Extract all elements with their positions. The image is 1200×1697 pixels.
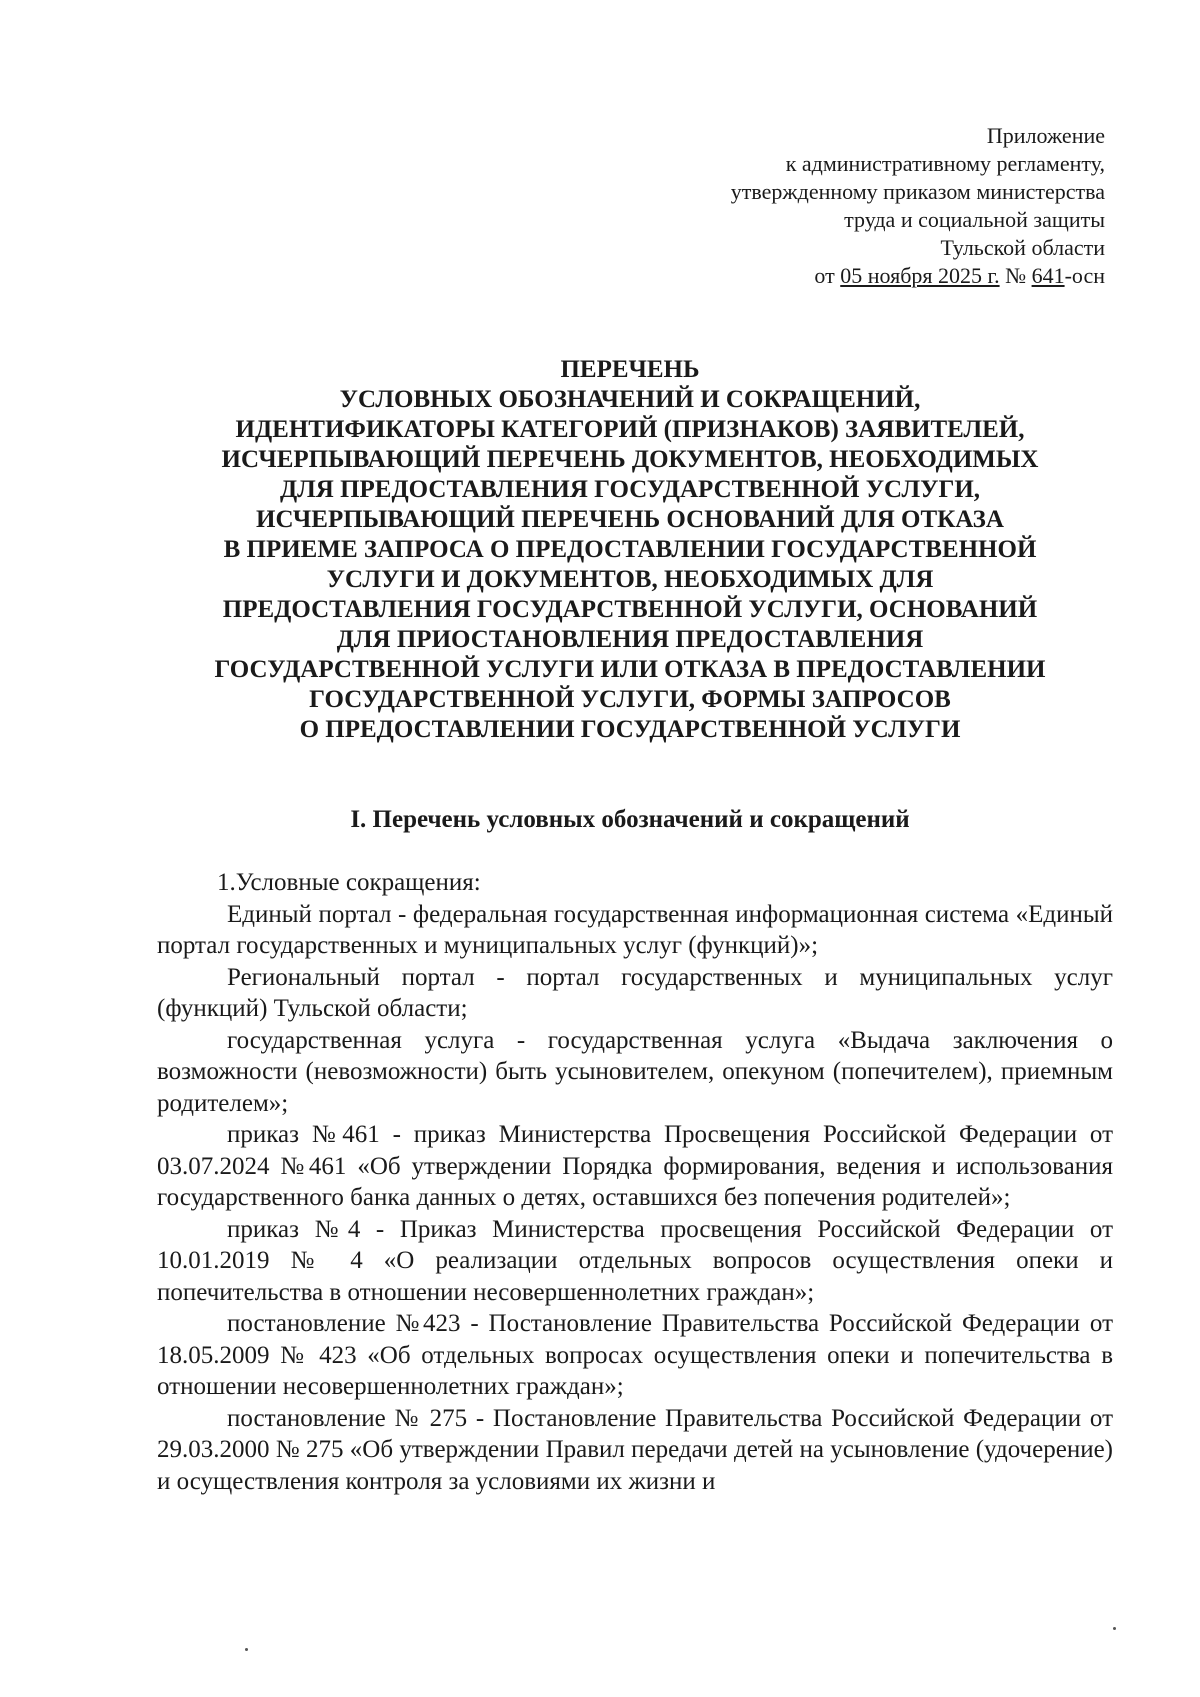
section-heading: I. Перечень условных обозначений и сокращений [350, 806, 910, 833]
appendix-date-line [505, 262, 1105, 290]
title-line: ИСЧЕРПЫВАЮЩИЙ ПЕРЕЧЕНЬ ОСНОВАНИЙ ДЛЯ ОТКАЗА [256, 506, 1004, 533]
appendix-line: к административному регламенту, [785, 151, 1105, 176]
scan-speck [1113, 1627, 1116, 1630]
title-line: ГОСУДАРСТВЕННОЙ УСЛУГИ, ФОРМЫ ЗАПРОСОВ [309, 686, 951, 713]
title-line: ПРЕДОСТАВЛЕНИЯ ГОСУДАРСТВЕННОЙ УСЛУГИ, ОСНОВАНИЙ [222, 596, 1038, 623]
date-prefix: от [814, 263, 841, 288]
definition-paragraph: Единый портал - федеральная государственная информационная система «Единый портал государственных и муниципальных услуг (функций)»; [157, 900, 1113, 959]
number-sign: № [999, 263, 1032, 288]
scan-speck [245, 1648, 248, 1651]
title-line: В ПРИЕМЕ ЗАПРОСА О ПРЕДОСТАВЛЕНИИ ГОСУДАРСТВЕННОЙ [223, 536, 1037, 563]
title-line: О ПРЕДОСТАВЛЕНИИ ГОСУДАРСТВЕННОЙ УСЛУГИ [299, 716, 961, 743]
appendix-line: труда и социальной защиты [844, 207, 1105, 232]
title-line: УСЛОВНЫХ ОБОЗНАЧЕНИЙ И СОКРАЩЕНИЙ, [339, 386, 921, 413]
title-line: ДЛЯ ПРЕДОСТАВЛЕНИЯ ГОСУДАРСТВЕННОЙ УСЛУГИ, [279, 476, 981, 503]
order-date: 05 ноября 2025 г. [840, 263, 1000, 288]
definition-paragraph: государственная услуга - государственная услуга «Выдача заключения о возможности (невозможности) быть усыновителем, опекуном (попечителем), приемным родителем»; [157, 1026, 1113, 1117]
definition-paragraph: приказ №4 - Приказ Министерства просвещения Российской Федерации от 10.01.2019 № 4 «О реализации отдельных вопросов осуществления опеки и попечительства в отношении несовершеннолетних граждан»; [157, 1215, 1113, 1306]
item-label: 1.Условные сокращения: [217, 869, 481, 896]
section-body [157, 867, 1113, 1497]
title-line: УСЛУГИ И ДОКУМЕНТОВ, НЕОБХОДИМЫХ ДЛЯ [326, 566, 934, 593]
appendix-line: утвержденному приказом министерства [730, 179, 1105, 204]
appendix-line: Приложение [986, 123, 1105, 148]
appendix-line: Тульской области [940, 235, 1105, 260]
title-line: ГОСУДАРСТВЕННОЙ УСЛУГИ ИЛИ ОТКАЗА В ПРЕДОСТАВЛЕНИИ [214, 656, 1046, 683]
title-line: ИСЧЕРПЫВАЮЩИЙ ПЕРЕЧЕНЬ ДОКУМЕНТОВ, НЕОБХОДИМЫХ [221, 446, 1039, 473]
definition-paragraph: постановление № 275 - Постановление Правительства Российской Федерации от 29.03.2000 № 275 «Об утверждении Правил передачи детей на усыновление (удочерение) и осуществления контроля за условиями их жизни и [157, 1404, 1113, 1495]
definition-paragraph: постановление №423 - Постановление Правительства Российской Федерации от 18.05.2009 № 423 «Об отдельных вопросах осуществления опеки и попечительства в отношении несовершеннолетних граждан»; [157, 1310, 1113, 1400]
title-line: ДЛЯ ПРИОСТАНОВЛЕНИЯ ПРЕДОСТАВЛЕНИЯ [336, 626, 924, 653]
definition-paragraph: Региональный портал - портал государственных и муниципальных услуг (функций) Тульской области; [157, 963, 1113, 1022]
title-line: ПЕРЕЧЕНЬ [560, 356, 700, 383]
number-suffix: -осн [1064, 263, 1105, 288]
title-line: ИДЕНТИФИКАТОРЫ КАТЕГОРИЙ (ПРИЗНАКОВ) ЗАЯВИТЕЛЕЙ, [235, 416, 1025, 443]
definition-paragraph: приказ №461 - приказ Министерства Просвещения Российской Федерации от 03.07.2024 №461 «Об утверждении Порядка формирования, ведения и использования государственного банка данных о детях, оставшихся без попечения родителей»; [157, 1121, 1113, 1211]
document-title [150, 355, 1110, 745]
order-number: 641 [1031, 263, 1065, 288]
appendix-header [505, 122, 1105, 290]
